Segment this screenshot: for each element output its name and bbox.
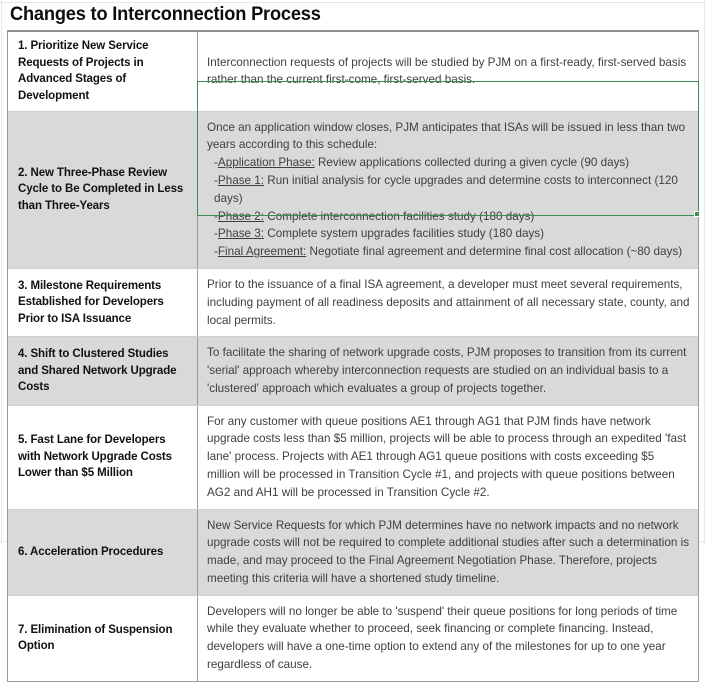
schedule-item-text: Review applications collected during a given cycle (90 days): [314, 156, 630, 170]
schedule-item-dash: -: [214, 227, 218, 241]
table-row[interactable]: [8, 337, 698, 405]
row-body-content: [207, 517, 690, 588]
schedule-item-dash: -: [214, 174, 218, 188]
schedule-item: [207, 225, 690, 243]
row-body-paragraph: To facilitate the sharing of network upgrade costs, PJM proposes to transition from its current 'serial' approach whereby interconnection requests are studied on an individual basis to a 'clustered' approach which evaluates a group of projects together.: [207, 346, 687, 395]
schedule-item-text: Complete system upgrades facilities study (180 days): [264, 227, 545, 241]
row-body-paragraph: Prior to the issuance of a final ISA agreement, a developer must meet several requirements, including payment of all readiness deposits and attainment of all necessary state, county, and local permits.: [207, 277, 690, 327]
row-body-paragraph: Interconnection requests of projects will be studied by PJM on a first-ready, first-served basis rather than the current first-come, first-served basis.: [207, 55, 687, 87]
row-body-paragraph: Developers will no longer be able to 'suspend' their queue positions for long periods of time while they evaluate whether to proceed, seek financing or complete financing. Instead, developers will have a one-time option to extend any of the milestones for up to one year regardless of cause.: [207, 604, 678, 671]
row-label-cell[interactable]: 5. Fast Lane for Developers with Network Upgrade Costs Lower than $5 Million: [8, 406, 198, 509]
row-body-content: [207, 603, 690, 674]
cell-selection-fill-handle[interactable]: [694, 211, 700, 217]
row-label-cell[interactable]: 7. Elimination of Suspension Option: [8, 596, 198, 681]
table-row[interactable]: [8, 596, 698, 681]
row-body-cell[interactable]: [198, 112, 698, 268]
row-body-content: [207, 413, 690, 502]
schedule-intro: Once an application window closes, PJM anticipates that ISAs will be issued in less than two years according to this schedule:: [207, 120, 686, 152]
schedule-item-dash: -: [214, 245, 218, 259]
schedule-item: [207, 243, 690, 261]
row-label-cell[interactable]: 6. Acceleration Procedures: [8, 510, 198, 595]
row-body-content: [207, 276, 690, 329]
schedule-item-term: Final Agreement:: [217, 245, 307, 259]
row-body-cell[interactable]: [198, 596, 698, 681]
row-body-content: [207, 119, 690, 261]
schedule-item-term: Phase 1:: [217, 174, 265, 188]
schedule-item-term: Phase 2:: [217, 209, 265, 223]
row-label-cell[interactable]: 3. Milestone Requirements Established for Developers Prior to ISA Issuance: [8, 269, 198, 336]
row-label-cell[interactable]: 1. Prioritize New Service Requests of Projects in Advanced Stages of Development: [8, 32, 198, 111]
schedule-item-text: Complete interconnection facilities study (180 days): [264, 209, 535, 223]
table-row[interactable]: [8, 269, 698, 337]
row-label-cell[interactable]: 2. New Three-Phase Review Cycle to Be Completed in Less than Three-Years: [8, 112, 198, 268]
schedule-list: [207, 154, 690, 261]
row-body-paragraph: For any customer with queue positions AE1 through AG1 that PJM finds have network upgrade costs less than $5 million, projects will be able to process through an expedited 'fast lane' process. Projects with AE1 through AG1 queue positions with costs exceeding $5 million will be processed in Transition Cycle #1, and projects with queue positions between AG2 and AH1 will be processed in Transition Cycle #2.: [207, 414, 687, 499]
page-title: Changes to Interconnection Process: [10, 4, 321, 25]
table-row[interactable]: [8, 510, 698, 596]
row-body-content: [207, 54, 690, 90]
changes-table: [7, 30, 699, 682]
row-body-cell[interactable]: [198, 510, 698, 595]
row-body-cell[interactable]: [198, 32, 698, 111]
schedule-item-text: Negotiate final agreement and determine final cost allocation (~80 days): [306, 245, 683, 259]
row-body-cell[interactable]: [198, 269, 698, 336]
schedule-item-text: Run initial analysis for cycle upgrades and determine costs to interconnect (120 days): [214, 174, 678, 205]
schedule-item-dash: -: [214, 209, 218, 223]
table-row[interactable]: [8, 406, 698, 510]
schedule-item: [207, 172, 690, 208]
table-row[interactable]: [8, 112, 698, 269]
schedule-item: [207, 208, 690, 226]
row-body-content: [207, 344, 690, 397]
row-body-cell[interactable]: [198, 406, 698, 509]
row-label-cell[interactable]: 4. Shift to Clustered Studies and Shared Network Upgrade Costs: [8, 337, 198, 404]
table-row[interactable]: [8, 32, 698, 112]
row-body-paragraph: New Service Requests for which PJM determines have no network impacts and no network upgrade costs will not be required to complete additional studies after such a determination is made, and may proceed to the Final Agreement Negotiation Phase. Therefore, projects meeting this criteria will have a shortened study timeline.: [207, 518, 690, 585]
schedule-item: [207, 154, 690, 172]
schedule-item-dash: -: [214, 156, 218, 170]
schedule-item-term: Phase 3:: [217, 227, 265, 241]
row-body-cell[interactable]: [198, 337, 698, 404]
schedule-item-term: Application Phase:: [217, 156, 315, 170]
